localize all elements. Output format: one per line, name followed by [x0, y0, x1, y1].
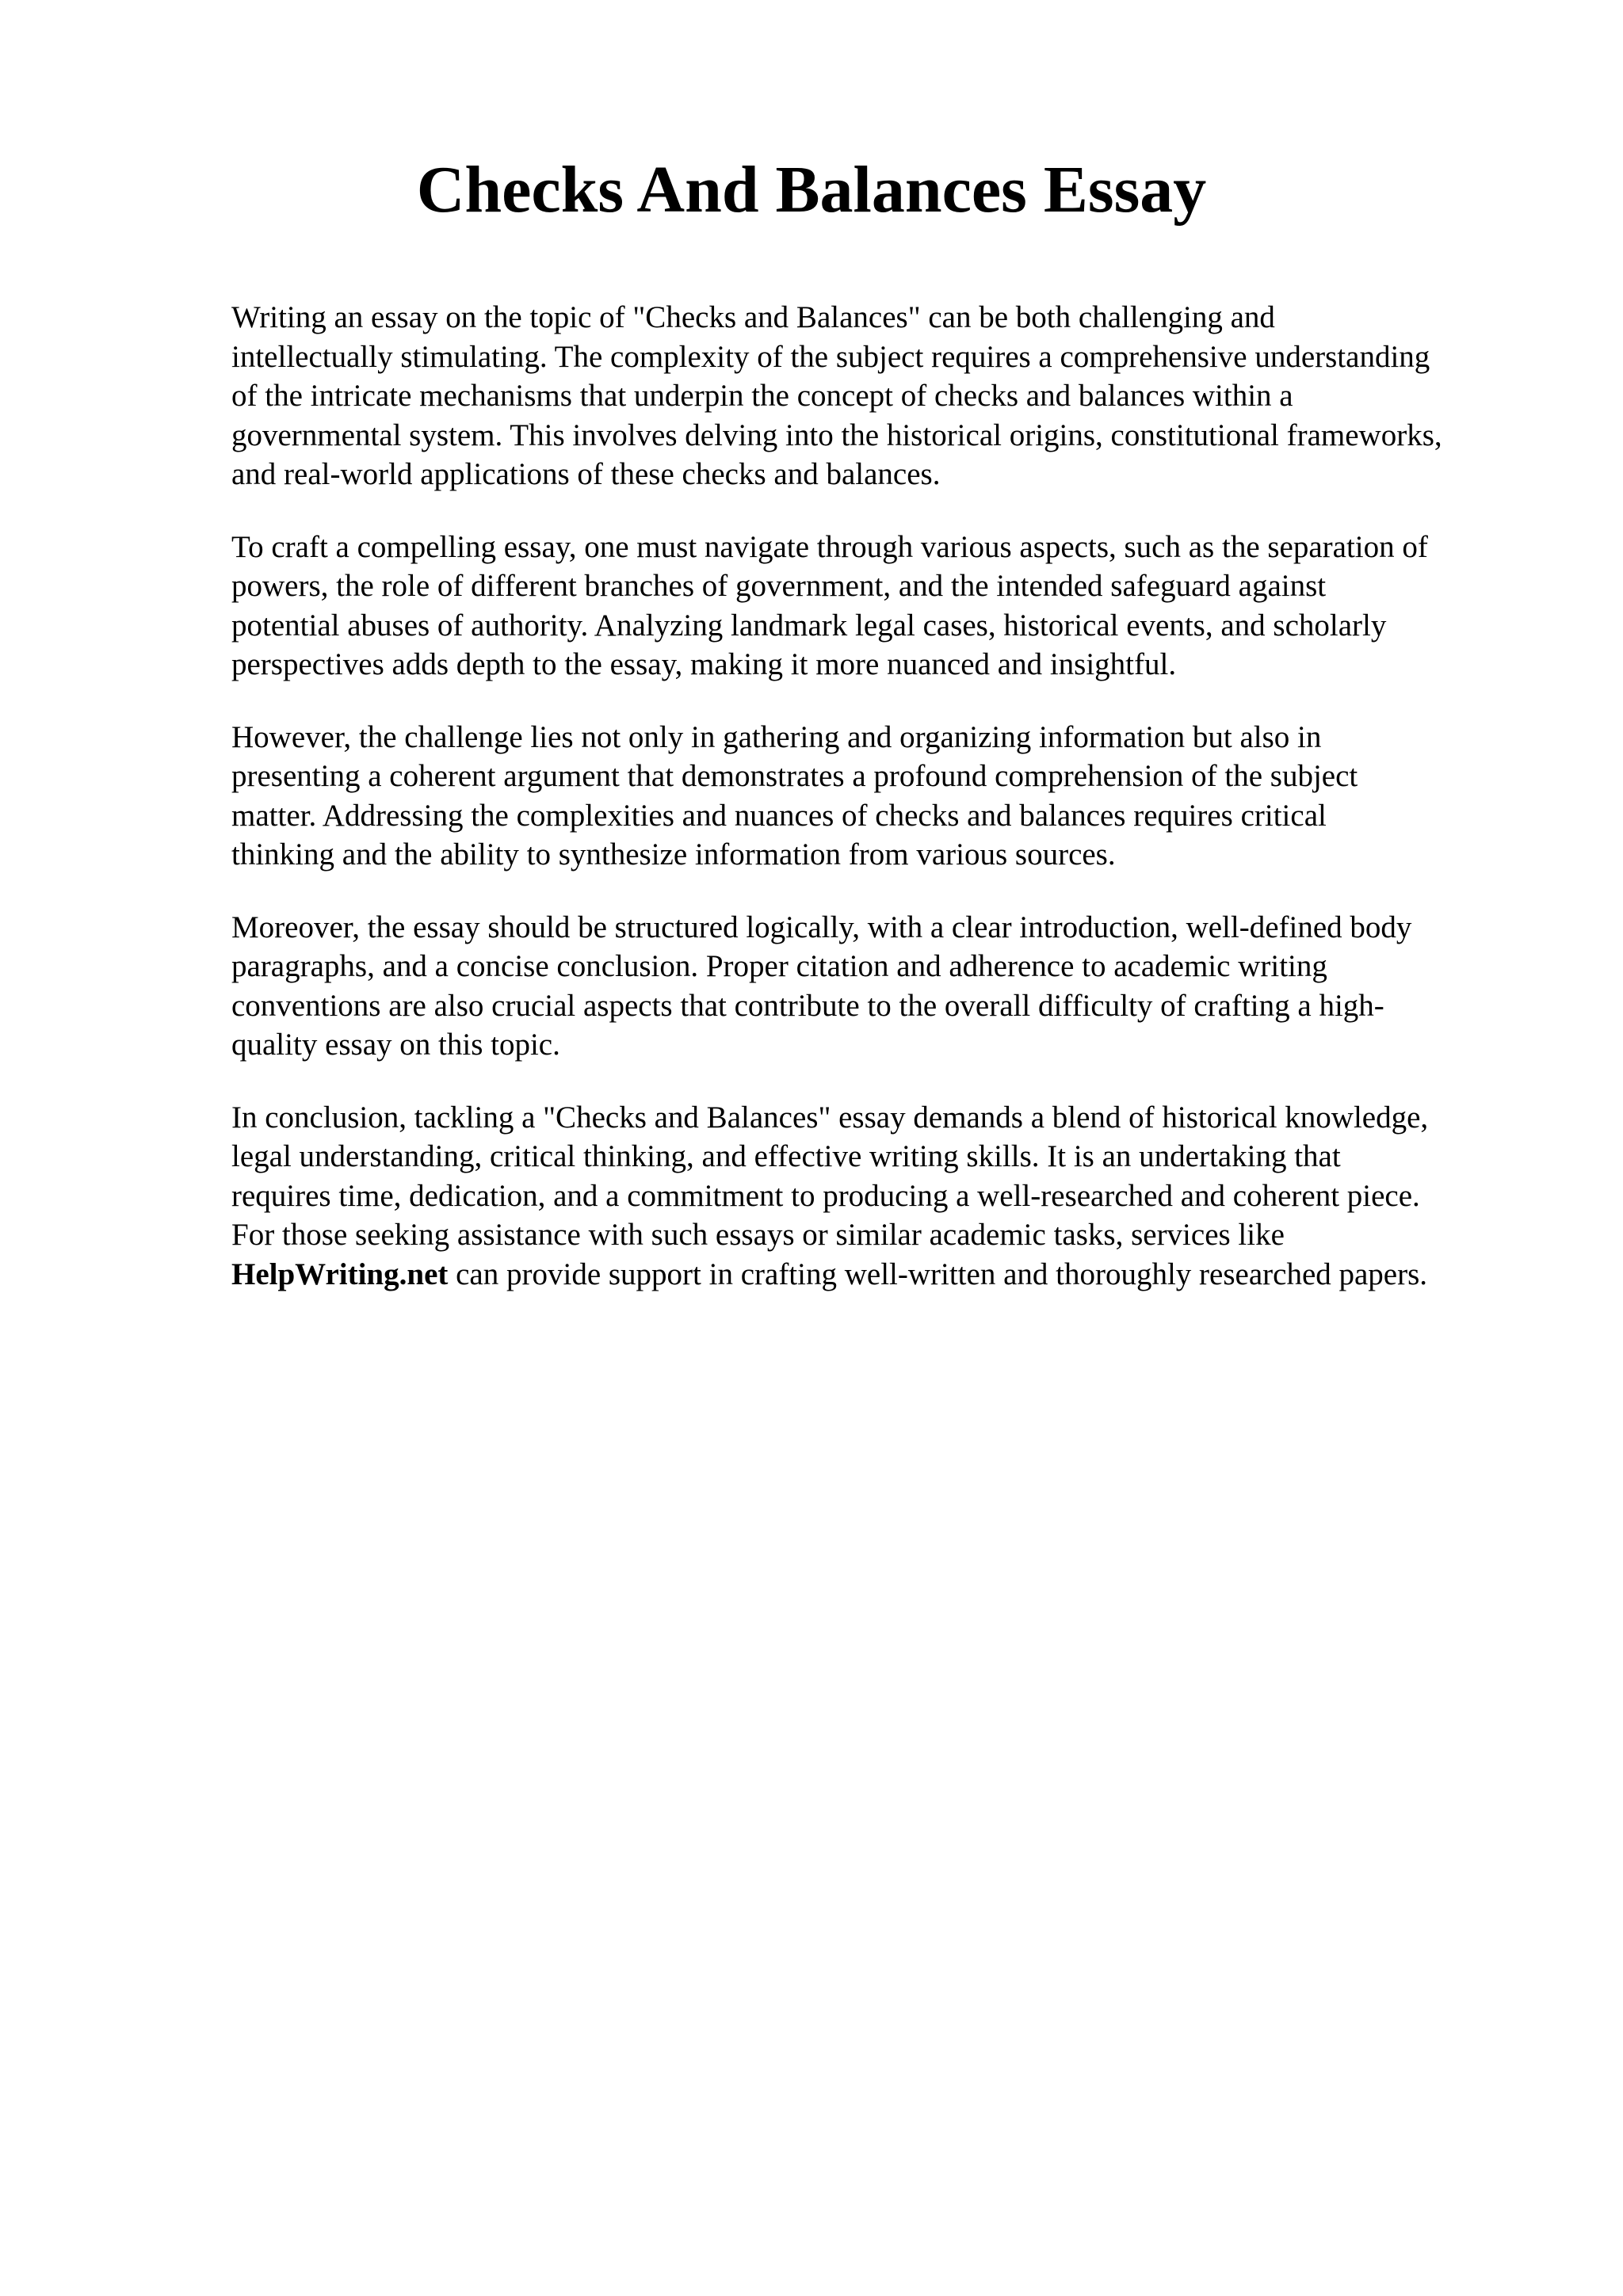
- paragraph-line: Moreover, the essay should be structured logically, with a clear introduction, well-defined body: [231, 910, 1412, 944]
- helpwriting-link[interactable]: HelpWriting.net: [231, 1257, 449, 1291]
- paragraph-4: [231, 908, 1531, 1065]
- paragraph-line: To craft a compelling essay, one must navigate through various aspects, such as the separation of: [231, 529, 1428, 564]
- paragraph-2: [231, 528, 1531, 685]
- document-body: [231, 298, 1531, 1327]
- paragraph-line: matter. Addressing the complexities and nuances of checks and balances requires critical: [231, 798, 1327, 833]
- paragraph-line: presenting a coherent argument that demonstrates a profound comprehension of the subject: [231, 759, 1358, 793]
- paragraph-line: thinking and the ability to synthesize information from various sources.: [231, 837, 1116, 871]
- paragraph-line: governmental system. This involves delving into the historical origins, constitutional frameworks,: [231, 418, 1442, 452]
- closing-text: can provide support in crafting well-written and thoroughly researched papers.: [448, 1257, 1428, 1291]
- document-title: Checks And Balances Essay: [416, 153, 1207, 227]
- paragraph-line: requires time, dedication, and a commitment to producing a well-researched and coherent piece.: [231, 1178, 1420, 1213]
- paragraph-line: conventions are also crucial aspects that contribute to the overall difficulty of crafting a high-: [231, 988, 1384, 1023]
- closing-line: [231, 1255, 1531, 1295]
- paragraph-line: For those seeking assistance with such essays or similar academic tasks, services like: [231, 1218, 1285, 1252]
- paragraph-line: However, the challenge lies not only in gathering and organizing information but also in: [231, 719, 1322, 754]
- paragraph-line: paragraphs, and a concise conclusion. Proper citation and adherence to academic writing: [231, 949, 1327, 983]
- paragraph-line: In conclusion, tackling a "Checks and Balances" essay demands a blend of historical knowledge,: [231, 1100, 1429, 1135]
- paragraph-3: [231, 718, 1531, 875]
- paragraph-5: [231, 1098, 1531, 1295]
- paragraph-line: and real-world applications of these checks and balances.: [231, 457, 941, 491]
- paragraph-line: intellectually stimulating. The complexity of the subject requires a comprehensive understanding: [231, 339, 1430, 374]
- paragraph-line: perspectives adds depth to the essay, making it more nuanced and insightful.: [231, 647, 1177, 681]
- paragraph-line: Writing an essay on the topic of "Checks and Balances" can be both challenging and: [231, 300, 1275, 334]
- paragraph-1: [231, 298, 1531, 494]
- paragraph-line: of the intricate mechanisms that underpin the concept of checks and balances within a: [231, 379, 1293, 413]
- paragraph-line: quality essay on this topic.: [231, 1028, 560, 1062]
- paragraph-line: potential abuses of authority. Analyzing landmark legal cases, historical events, and scholarly: [231, 608, 1387, 643]
- paragraph-line: legal understanding, critical thinking, and effective writing skills. It is an undertaking that: [231, 1139, 1341, 1173]
- paragraph-line: powers, the role of different branches of government, and the intended safeguard against: [231, 569, 1327, 603]
